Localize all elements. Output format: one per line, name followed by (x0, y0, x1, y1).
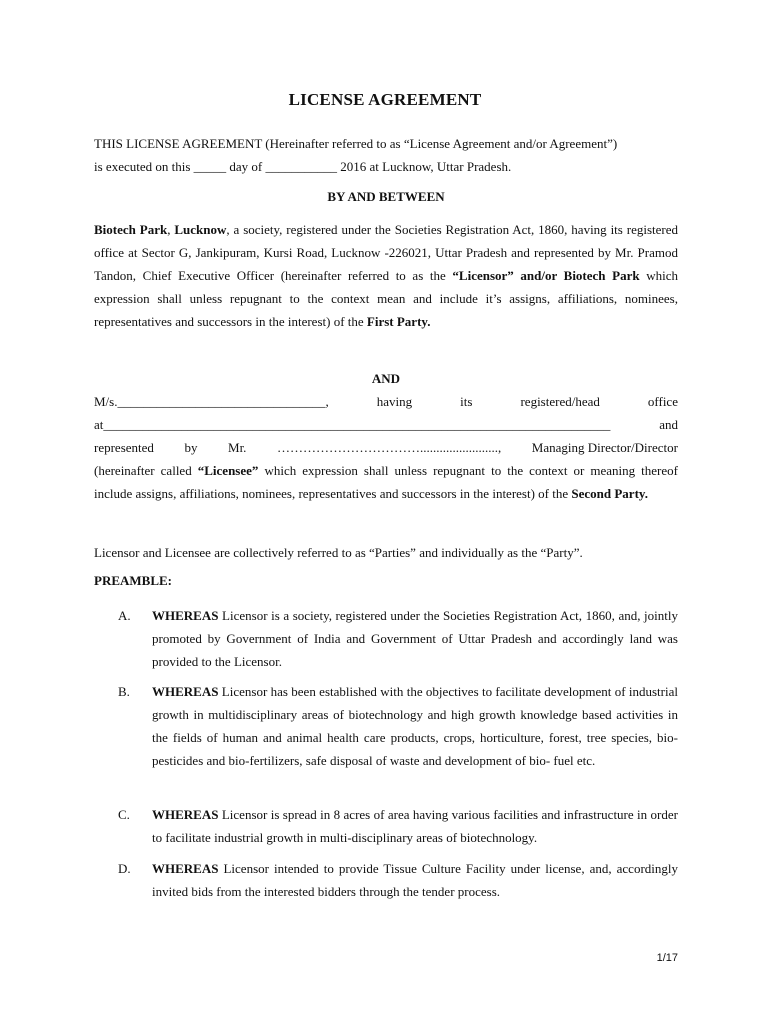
intro-line-1: THIS LICENSE AGREEMENT (Hereinafter referred to as “License Agreement and/or Agreement”) (94, 136, 618, 151)
whereas-label: WHEREAS (152, 684, 219, 699)
preamble-item-text (152, 604, 678, 673)
and-heading: AND (371, 371, 401, 386)
preamble-item-text (152, 803, 678, 849)
preamble-item-letter: B. (118, 684, 130, 699)
word-having: having (376, 394, 413, 409)
first-party-label: First Party. (366, 314, 431, 329)
preamble-item-text (152, 680, 678, 772)
at-line (94, 413, 678, 436)
first-party-paragraph (94, 218, 678, 333)
preamble-item-letter: D. (118, 861, 131, 876)
word-office: office (647, 394, 678, 409)
second-party-label: Second Party. (571, 486, 648, 501)
page-number: 1/17 (656, 952, 678, 964)
word-registered: registered/head (520, 394, 600, 409)
word-and: and (659, 417, 678, 432)
word-mr: Mr. (228, 440, 247, 455)
first-party-name: Biotech Park (94, 222, 168, 237)
word-represented: represented (94, 440, 154, 455)
address-field: at______________________________________________________________________________ (94, 417, 611, 432)
word-by: by (184, 440, 198, 455)
word-managing-director: Managing Director/Director (531, 440, 678, 455)
by-and-between-heading: BY AND BETWEEN (327, 189, 445, 204)
second-party-body (94, 459, 678, 505)
first-party-city: Lucknow (174, 222, 227, 237)
licensee-label: “Licensee” (197, 463, 259, 478)
preamble-item-body: Licensor intended to provide Tissue Culture Facility under license, and, accordingly invited bids from the interested bidders through the tender process. (152, 861, 678, 899)
second-party-text-1: (hereinafter called (94, 463, 198, 478)
whereas-label: WHEREAS (152, 861, 219, 876)
intro-line-2: is executed on this _____ day of ___________ 2016 at Lucknow, Uttar Pradesh. (94, 159, 512, 174)
preamble-item-letter: A. (118, 608, 131, 623)
represented-line (94, 436, 678, 459)
whereas-label: WHEREAS (152, 807, 219, 822)
preamble-item-body: Licensor is a society, registered under the Societies Registration Act, 1860, and, jointly promoted by Government of India and Government of Uttar Pradesh and accordingly land was provided to the Licensor. (152, 608, 678, 669)
second-party-paragraph (94, 390, 678, 505)
preamble-item-letter: C. (118, 807, 130, 822)
ms-line (94, 390, 678, 413)
preamble-heading: PREAMBLE: (94, 573, 172, 588)
first-party-text-2: which expression shall unless repugnant to the context mean and include it’s assigns, affiliations, nominees, representatives and successors in the interest) of the (94, 268, 678, 329)
first-party-text-1: , a society, registered under the Societies Registration Act, 1860, having its registered office at Sector G, Jankipuram, Kursi Road, Lucknow -226021, Uttar Pradesh and represented by Mr. Pramod Tandon, Chief Executive Officer (hereinafter referred to as the (94, 222, 678, 283)
preamble-item-body: Licensor has been established with the objectives to facilitate development of industrial growth in multidisciplinary areas of biotechnology and high growth knowledge based activities in the fields of human and animal health care products, crops, horticulture, forest, tree species, bio- pesticides and bio-fertilizers, safe disposal of waste and development of bio- fuel etc. (152, 684, 678, 768)
first-party-comma: , (167, 222, 175, 237)
intro-paragraph (94, 132, 678, 178)
licensor-label: “Licensor” and/or Biotech Park (452, 268, 640, 283)
representative-name-field: ……………………………........................, (276, 440, 502, 455)
document-title: LICENSE AGREEMENT (288, 90, 482, 109)
second-party-text-2: which expression shall unless repugnant to the context or meaning thereof include assigns, affiliations, nominees, representatives and successors in the interest) of the (94, 463, 678, 501)
word-its: its (460, 394, 473, 409)
preamble-item-body: Licensor is spread in 8 acres of area having various facilities and infrastructure in order to facilitate industrial growth in multi-disciplinary areas of biotechnology. (152, 807, 678, 845)
preamble-item-text (152, 857, 678, 903)
ms-field: M/s.________________________________, (94, 394, 329, 409)
collective-paragraph: Licensor and Licensee are collectively referred to as “Parties” and individually as the “Party”. (94, 545, 583, 560)
whereas-label: WHEREAS (152, 608, 219, 623)
